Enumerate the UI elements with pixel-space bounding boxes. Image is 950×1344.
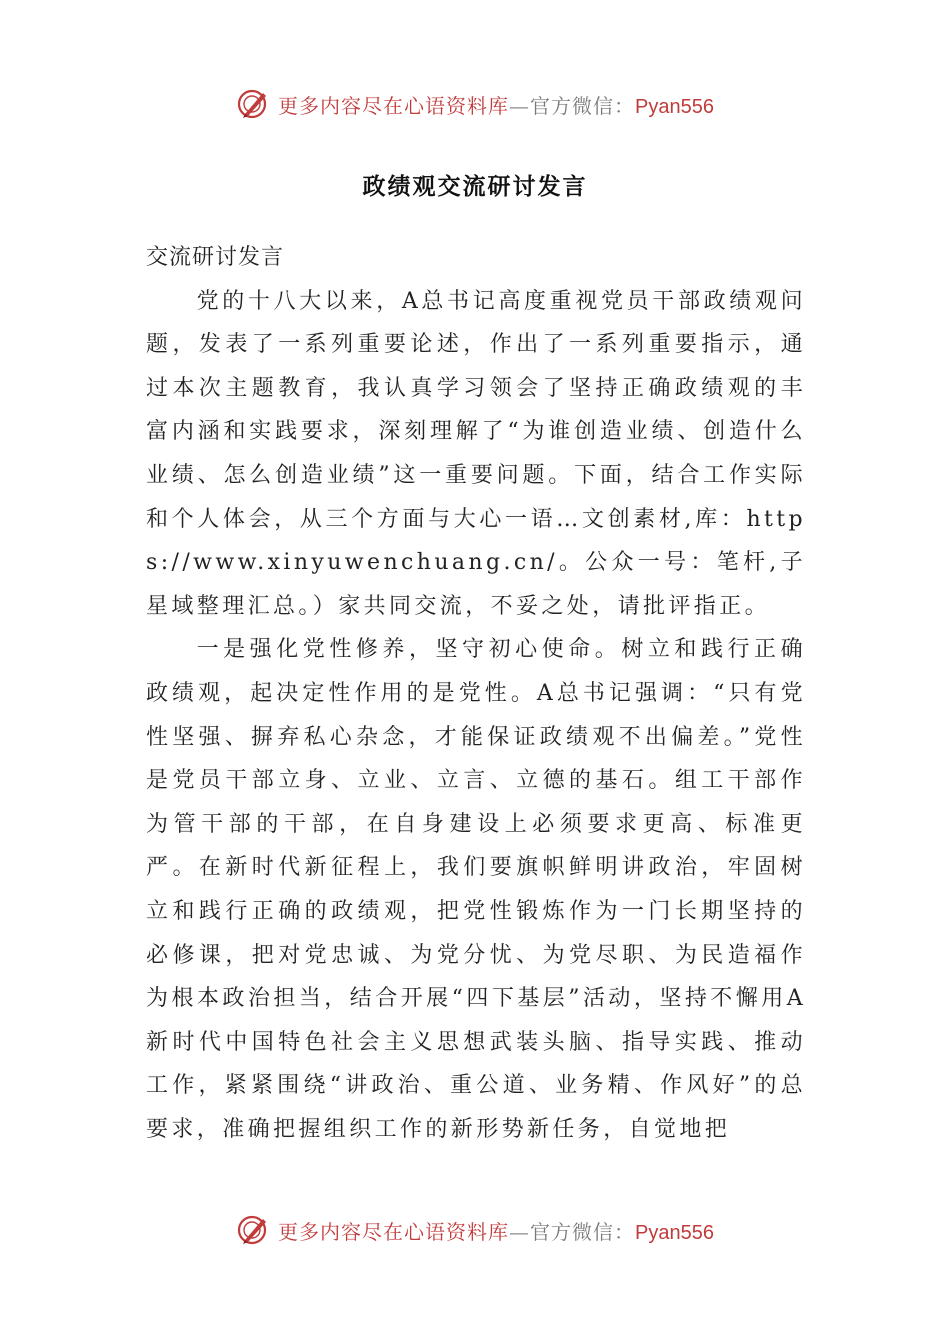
- pen-circle-logo-icon: [236, 87, 270, 121]
- watermark-wechat-id: Pyan556: [635, 95, 714, 118]
- document-subheading: 交流研讨发言: [146, 245, 285, 270]
- watermark-brand: 更多内容尽在心语资料库: [278, 93, 510, 118]
- pen-circle-logo-icon: [236, 1213, 270, 1247]
- watermark-text: [278, 90, 714, 119]
- header-watermark: [0, 84, 950, 124]
- watermark-dash: —: [509, 93, 531, 118]
- watermark-official-label: 官方微信：: [530, 1219, 636, 1244]
- watermark-official-label: 官方微信：: [530, 93, 636, 118]
- watermark-text: [278, 1216, 714, 1245]
- footer-watermark: [0, 1210, 950, 1250]
- watermark-dash: —: [509, 1219, 531, 1244]
- watermark-wechat-id: Pyan556: [635, 1221, 714, 1244]
- watermark-brand: 更多内容尽在心语资料库: [278, 1219, 510, 1244]
- document-title: 政绩观交流研讨发言: [362, 173, 588, 200]
- document-body: [146, 236, 806, 1151]
- body-paragraph-2: 一是强化党性修养，坚守初心使命。树立和践行正确政绩观，起决定性作用的是党性。A总书记强调：“只有党性坚强、摒弃私心杂念，才能保证政绩观不出偏差。”党性是党员干部立身、立业、立言、立德的基石。组工干部作为管干部的干部，在自身建设上必须要求更高、标准更严。在新时代新征程上，我们要旗帜鲜明讲政治，牢固树立和践行正确的政绩观，把党性锻炼作为一门长期坚持的必修课，把对党忠诚、为党分忧、为党尽职、为民造福作为根本政治担当，结合开展“四下基层”活动，坚持不懈用A新时代中国特色社会主义思想武装头脑、指导实践、推动工作，紧紧围绕“讲政治、重公道、业务精、作风好”的总要求，准确把握组织工作的新形势新任务，自觉地把: [146, 637, 806, 1142]
- body-paragraph-1: 党的十八大以来，A总书记高度重视党员干部政绩观问题，发表了一系列重要论述，作出了一系列重要指示，通过本次主题教育，我认真学习领会了坚持正确政绩观的丰富内涵和实践要求，深刻理解了“为谁创造业绩、创造什么业绩、怎么创造业绩”这一重要问题。下面，结合工作实际和个人体会，从三个方面与大心一语…文创素材,库：https://www.xinyuwenchuang.cn/。公众一号：笔杆,子星域整理汇总。）家共同交流，不妥之处，请批评指正。: [146, 288, 806, 619]
